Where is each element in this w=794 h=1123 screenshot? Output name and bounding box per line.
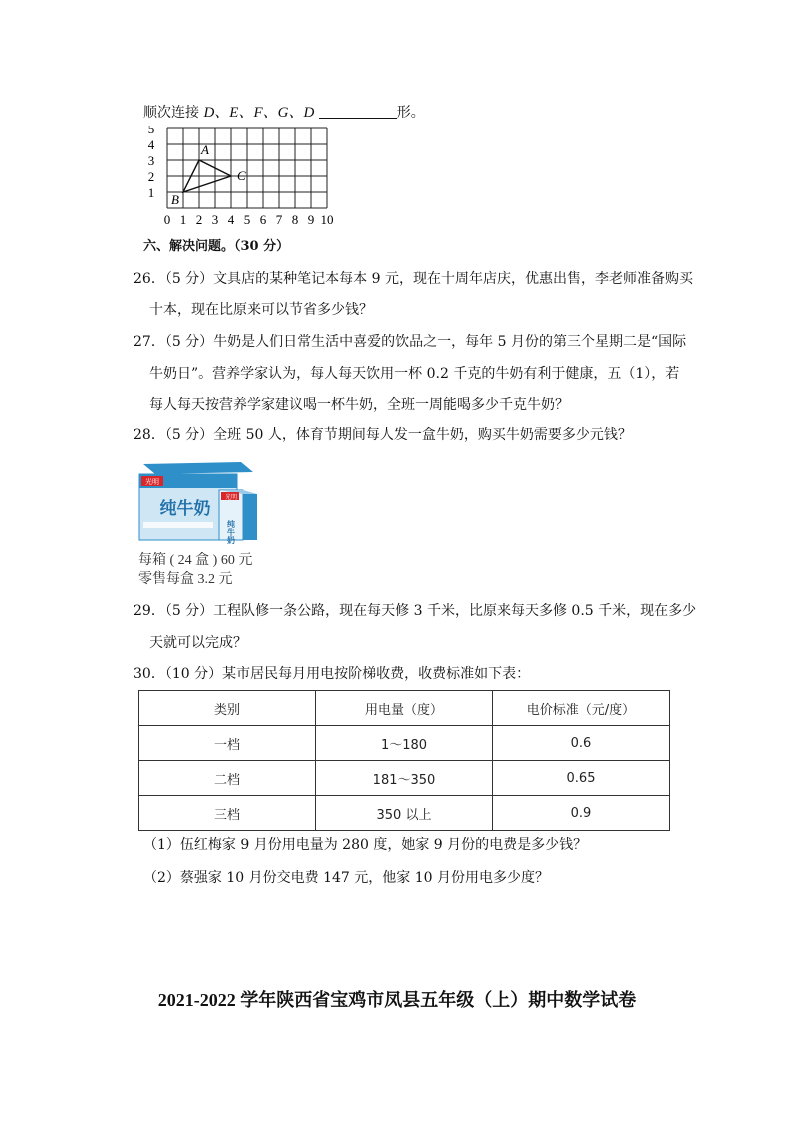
q29-line1: 29．（5 分）工程队修一条公路，现在每天修 3 千米，比原来每天多修 0.5 千米，现在多少 xyxy=(133,603,697,619)
q26-line1: 26．（5 分）文具店的某种笔记本每本 9 元，现在十周年店庆，优惠出售，李老师准备购买 xyxy=(133,271,693,287)
exam-title: 2021-2022 学年陕西省宝鸡市凤县五年级（上）期中数学试卷 xyxy=(157,990,637,1010)
q27-line2: 牛奶日”。营养学家认为，每人每天饮用一杯 0.2 千克的牛奶有利于健康，五（1），若 xyxy=(149,366,680,382)
x-tick-label: 6 xyxy=(259,212,267,227)
q30-line1: 30．（10 分）某市居民每月用电按阶梯收费，收费标准如下表： xyxy=(133,666,531,682)
x-tick-label: 9 xyxy=(307,212,315,227)
table-cell: 1～180 xyxy=(316,726,493,761)
point-label: B xyxy=(171,192,179,207)
table-cell: 0.6 xyxy=(493,726,670,761)
x-tick-label: 1 xyxy=(179,212,187,227)
table-row xyxy=(139,796,670,831)
table-cell: 0.65 xyxy=(493,761,670,796)
q30-sub2: （2）蔡强家 10 月份交电费 147 元，他家 10 月份用电多少度？ xyxy=(143,870,549,886)
answer-blank xyxy=(319,104,397,119)
prev-question-points: D、E、F、G、D xyxy=(203,105,315,121)
y-tick-label: 4 xyxy=(147,137,155,152)
prev-question-prefix: 顺次连接 xyxy=(143,105,199,121)
table-cell: 二档 xyxy=(139,761,316,796)
table-row xyxy=(139,761,670,796)
x-tick-label: 7 xyxy=(275,212,283,227)
table-cell: 181～350 xyxy=(316,761,493,796)
table-header-row xyxy=(139,691,670,726)
x-tick-label: 10 xyxy=(320,212,334,227)
x-tick-label: 2 xyxy=(195,212,203,227)
q28-line1: 28．（5 分）全班 50 人，体育节期间每人发一盒牛奶，购买牛奶需要多少元钱？ xyxy=(133,427,632,443)
table-header-cell: 用电量（度） xyxy=(316,691,493,726)
rate-table xyxy=(138,690,670,831)
x-tick-label: 3 xyxy=(211,212,219,227)
prev-question-line xyxy=(143,103,425,123)
milk-carton-side xyxy=(243,494,257,540)
milk-carton-image xyxy=(137,456,261,544)
q29-line2: 天就可以完成？ xyxy=(149,635,247,651)
carton-product-text: 纯牛奶 xyxy=(226,520,236,544)
section-heading: 六、解决问题。（30 分） xyxy=(143,239,290,254)
q26-line2: 十本，现在比原来可以节省多少钱？ xyxy=(149,302,373,318)
table-cell: 三档 xyxy=(139,796,316,831)
prev-question-suffix: 形。 xyxy=(396,105,425,121)
table-row xyxy=(139,726,670,761)
table-cell: 一档 xyxy=(139,726,316,761)
milk-box-top xyxy=(143,462,253,474)
point-label: C xyxy=(237,168,246,183)
y-tick-label: 3 xyxy=(147,153,155,168)
y-tick-label: 2 xyxy=(147,169,155,184)
milk-product-text: 纯牛奶 xyxy=(159,499,211,519)
table-cell: 350 以上 xyxy=(316,796,493,831)
milk-box-label xyxy=(143,522,213,528)
y-tick-label: 5 xyxy=(147,126,155,136)
point-label: A xyxy=(201,142,209,157)
table-header-cell: 类别 xyxy=(139,691,316,726)
x-tick-label: 0 xyxy=(163,212,171,227)
carton-brand-text: 光明 xyxy=(224,494,238,501)
table-header-cell: 电价标准（元/度） xyxy=(493,691,670,726)
q27-line1: 27．（5 分）牛奶是人们日常生活中喜爱的饮品之一，每年 5 月份的第三个星期二是“国际 xyxy=(133,334,687,350)
milk-price-box: 每箱 ( 24 盒 ) 60 元 xyxy=(138,553,253,568)
x-tick-label: 8 xyxy=(291,212,299,227)
q30-sub1: （1）伍红梅家 9 月份用电量为 280 度，她家 9 月份的电费是多少钱？ xyxy=(143,837,588,853)
y-tick-label: 1 xyxy=(147,185,155,200)
coordinate-grid xyxy=(134,126,334,234)
milk-price-single: 零售每盒 3.2 元 xyxy=(138,572,233,587)
table-cell: 0.9 xyxy=(493,796,670,831)
q27-line3: 每人每天按营养学家建议喝一杯牛奶，全班一周能喝多少千克牛奶？ xyxy=(149,397,569,413)
brand-logo-text: 光明 xyxy=(145,478,159,486)
x-tick-label: 4 xyxy=(227,212,235,227)
x-tick-label: 5 xyxy=(243,212,251,227)
